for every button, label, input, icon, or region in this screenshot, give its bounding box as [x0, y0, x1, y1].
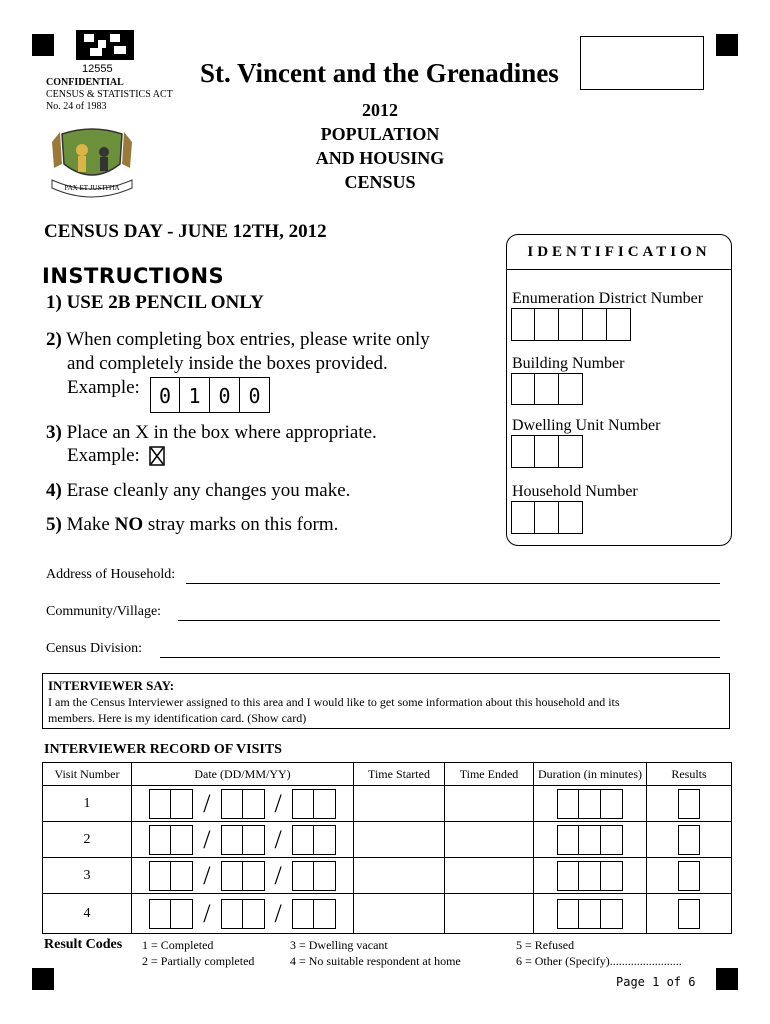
dwelling-unit-boxes	[511, 435, 583, 468]
instruction-4-number: 4)	[46, 480, 62, 501]
result-code-2: 2 = Partially completed	[142, 954, 255, 968]
results-cell	[647, 822, 732, 858]
visit-date	[132, 822, 354, 858]
results-cell	[647, 894, 732, 934]
date-day-box[interactable]	[171, 825, 193, 855]
col-visit-number: Visit Number	[43, 763, 132, 786]
date-month-box[interactable]	[221, 861, 243, 891]
duration-box[interactable]	[579, 789, 601, 819]
address-label: Address of Household:	[46, 567, 176, 582]
interviewer-say-line1: I am the Census Interviewer assigned to this area and I would like to get some information about this household and its	[48, 695, 620, 709]
duration-box[interactable]	[601, 861, 623, 891]
registration-mark-bottom-right	[716, 968, 738, 990]
duration-box[interactable]	[557, 899, 579, 929]
instruction-5-bold: NO	[114, 514, 144, 535]
instruction-4-text: Erase cleanly any changes you make.	[66, 480, 351, 501]
visits-table	[42, 762, 732, 934]
enumeration-district-label: Enumeration District Number	[512, 290, 704, 307]
result-code-6: 6 = Other (Specify)........................	[516, 954, 682, 968]
ed-digit-box[interactable]	[607, 308, 631, 341]
result-code-3: 3 = Dwelling vacant	[290, 938, 388, 952]
date-day-box[interactable]	[149, 789, 171, 819]
duration-cell	[534, 858, 647, 894]
visit-number: 4	[43, 894, 132, 934]
example-digit-boxes	[150, 377, 270, 413]
instruction-2-line1: When completing box entries, please write only	[66, 329, 430, 350]
building-digit-box[interactable]	[559, 373, 583, 405]
coat-of-arms-emblem	[48, 124, 136, 198]
office-use-box	[580, 36, 704, 90]
page-indicator: Page 1 of 6	[616, 975, 696, 989]
enumeration-district-boxes	[511, 308, 631, 341]
household-number-label: Household Number	[512, 483, 638, 500]
date-separator: /	[274, 824, 282, 854]
building-digit-box[interactable]	[511, 373, 535, 405]
date-month-box[interactable]	[221, 789, 243, 819]
date-month-box[interactable]	[243, 899, 265, 929]
time-ended-cell[interactable]	[445, 786, 534, 822]
col-duration: Duration (in minutes)	[534, 763, 647, 786]
dwelling-unit-label: Dwelling Unit Number	[512, 417, 661, 434]
ed-digit-box[interactable]	[583, 308, 607, 341]
instruction-4	[46, 480, 350, 502]
date-year-box[interactable]	[314, 789, 336, 819]
duration-box[interactable]	[579, 825, 601, 855]
date-day-box[interactable]	[171, 789, 193, 819]
col-results: Results	[647, 763, 732, 786]
date-year-box[interactable]	[314, 825, 336, 855]
duration-box[interactable]	[557, 825, 579, 855]
date-day-box[interactable]	[149, 899, 171, 929]
crest-motto: PAX ET JUSTITIA	[64, 184, 120, 192]
col-time-started: Time Started	[354, 763, 445, 786]
registration-mark-top-left	[32, 34, 54, 56]
interviewer-say-line2: members. Here is my identification card. (Show card)	[48, 711, 307, 725]
visit-number: 2	[43, 822, 132, 858]
date-year-box[interactable]	[292, 825, 314, 855]
duration-box[interactable]	[601, 899, 623, 929]
instruction-5-pre: Make	[66, 514, 110, 535]
date-day-box[interactable]	[149, 861, 171, 891]
duration-box[interactable]	[557, 861, 579, 891]
building-digit-box[interactable]	[535, 373, 559, 405]
census-title-line2: AND HOUSING	[315, 148, 445, 168]
result-box[interactable]	[678, 789, 700, 819]
dwelling-digit-box[interactable]	[535, 435, 559, 468]
instruction-5-post: stray marks on this form.	[147, 514, 339, 535]
time-ended-cell[interactable]	[445, 822, 534, 858]
visits-header-row	[43, 763, 732, 786]
instruction-5	[46, 514, 338, 536]
visits-record-title: INTERVIEWER RECORD OF VISITS	[44, 742, 282, 757]
visit-date	[132, 894, 354, 934]
result-box[interactable]	[678, 825, 700, 855]
visit-row	[43, 858, 732, 894]
date-separator: /	[274, 898, 282, 928]
result-code-4: 4 = No suitable respondent at home	[290, 954, 461, 968]
date-separator: /	[203, 788, 211, 818]
date-month-box[interactable]	[243, 861, 265, 891]
household-digit-box[interactable]	[535, 501, 559, 534]
example-digit-box: 1	[180, 377, 210, 413]
time-started-cell[interactable]	[354, 822, 445, 858]
duration-box[interactable]	[579, 899, 601, 929]
instruction-2-example-label: Example:	[67, 377, 140, 398]
instructions-heading: INSTRUCTIONS	[42, 264, 225, 288]
census-division-input-line[interactable]	[160, 657, 720, 658]
example-digit-box: 0	[210, 377, 240, 413]
visit-row	[43, 822, 732, 858]
date-month-box[interactable]	[221, 825, 243, 855]
household-digit-box[interactable]	[511, 501, 535, 534]
census-year: 2012	[362, 100, 398, 120]
duration-box[interactable]	[557, 789, 579, 819]
confidential-label: CONFIDENTIAL	[46, 77, 124, 88]
instruction-2	[46, 328, 430, 376]
duration-box[interactable]	[579, 861, 601, 891]
census-title-line3: CENSUS	[344, 172, 416, 192]
building-number-boxes	[511, 373, 583, 405]
building-number-label: Building Number	[512, 355, 625, 372]
instruction-2-number: 2)	[46, 329, 62, 350]
time-ended-cell[interactable]	[445, 858, 534, 894]
country-title: St. Vincent and the Grenadines	[200, 58, 559, 88]
date-year-box[interactable]	[314, 899, 336, 929]
date-separator: /	[203, 824, 211, 854]
instruction-3-example-label: Example:	[67, 445, 140, 466]
duration-box[interactable]	[601, 825, 623, 855]
identification-divider	[507, 269, 731, 270]
instruction-3-text: Place an X in the box where appropriate.	[66, 422, 377, 443]
example-x-checkbox	[149, 446, 165, 466]
ed-digit-box[interactable]	[511, 308, 535, 341]
date-year-box[interactable]	[292, 789, 314, 819]
address-input-line[interactable]	[186, 583, 720, 584]
date-year-box[interactable]	[314, 861, 336, 891]
instruction-3-number: 3)	[46, 422, 62, 443]
ed-digit-box[interactable]	[535, 308, 559, 341]
visit-date	[132, 786, 354, 822]
date-month-box[interactable]	[243, 789, 265, 819]
visit-date	[132, 858, 354, 894]
date-separator: /	[203, 898, 211, 928]
date-day-box[interactable]	[149, 825, 171, 855]
col-time-ended: Time Ended	[445, 763, 534, 786]
dwelling-digit-box[interactable]	[511, 435, 535, 468]
census-title-line1: POPULATION	[320, 124, 440, 144]
act-label: CENSUS & STATISTICS ACT	[46, 89, 173, 100]
visit-number: 1	[43, 786, 132, 822]
date-separator: /	[203, 860, 211, 890]
form-code-pattern	[76, 30, 134, 60]
example-digit-box: 0	[240, 377, 270, 413]
interviewer-say-title: INTERVIEWER SAY:	[48, 678, 175, 693]
instruction-1: 1) USE 2B PENCIL ONLY	[46, 292, 264, 313]
results-cell	[647, 858, 732, 894]
date-month-box[interactable]	[221, 899, 243, 929]
visit-row	[43, 894, 732, 934]
instruction-3	[46, 422, 377, 444]
registration-mark-top-right	[716, 34, 738, 56]
time-started-cell[interactable]	[354, 894, 445, 934]
duration-box[interactable]	[601, 789, 623, 819]
result-box[interactable]	[678, 861, 700, 891]
result-box[interactable]	[678, 899, 700, 929]
date-month-box[interactable]	[243, 825, 265, 855]
duration-cell	[534, 822, 647, 858]
date-day-box[interactable]	[171, 861, 193, 891]
act-number: No. 24 of 1983	[46, 101, 107, 112]
household-number-boxes	[511, 501, 583, 534]
date-separator: /	[274, 860, 282, 890]
col-date: Date (DD/MM/YY)	[132, 763, 354, 786]
results-cell	[647, 786, 732, 822]
visit-row	[43, 786, 732, 822]
time-started-cell[interactable]	[354, 786, 445, 822]
ed-digit-box[interactable]	[559, 308, 583, 341]
duration-cell	[534, 894, 647, 934]
household-digit-box[interactable]	[559, 501, 583, 534]
identification-title: IDENTIFICATION	[527, 244, 711, 260]
result-codes-label: Result Codes	[44, 937, 123, 952]
date-separator: /	[274, 788, 282, 818]
form-number: 12555	[82, 63, 113, 75]
date-day-box[interactable]	[171, 899, 193, 929]
result-code-5: 5 = Refused	[516, 938, 575, 952]
date-year-box[interactable]	[292, 861, 314, 891]
duration-cell	[534, 786, 647, 822]
community-input-line[interactable]	[178, 620, 720, 621]
community-label: Community/Village:	[46, 604, 162, 619]
instruction-2-line2: and completely inside the boxes provided.	[67, 353, 388, 374]
time-started-cell[interactable]	[354, 858, 445, 894]
result-code-1: 1 = Completed	[142, 938, 214, 952]
registration-mark-bottom-left	[32, 968, 54, 990]
date-year-box[interactable]	[292, 899, 314, 929]
interviewer-say-box	[42, 673, 730, 729]
dwelling-digit-box[interactable]	[559, 435, 583, 468]
census-day: CENSUS DAY - JUNE 12TH, 2012	[44, 221, 327, 242]
time-ended-cell[interactable]	[445, 894, 534, 934]
instruction-5-number: 5)	[46, 514, 62, 535]
census-division-label: Census Division:	[46, 641, 143, 656]
example-digit-box: 0	[150, 377, 180, 413]
visit-number: 3	[43, 858, 132, 894]
